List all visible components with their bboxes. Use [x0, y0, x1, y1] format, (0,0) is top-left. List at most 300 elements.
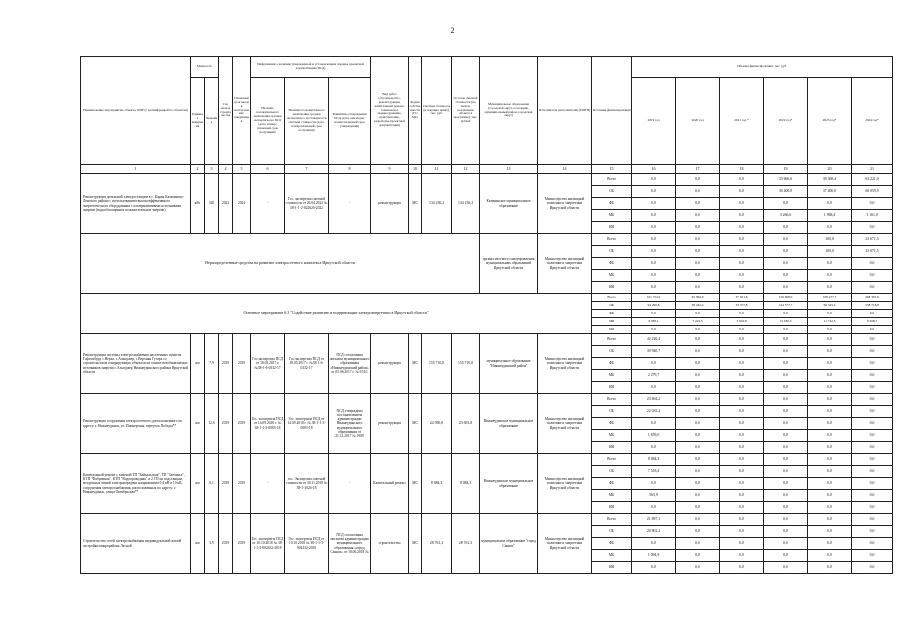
funding-value: 0,0 — [676, 222, 720, 234]
undistributed-executor: Министерство жилищной политики и энергетики Иркутской области — [538, 234, 592, 294]
project-capacity: 6,1 — [205, 454, 219, 514]
funding-value: 0,0 — [852, 562, 893, 574]
project-ownership: МС — [409, 174, 422, 234]
funding-value: 33 666,6 — [764, 174, 808, 186]
funding-value: 0,0 — [808, 418, 852, 430]
col-header-name: Наименование мероприятия, объекта, ПИР (с расшифровкой по объектам) — [81, 57, 191, 165]
project-plan-year: 2024 — [233, 174, 251, 234]
funding-source: ОБ — [592, 246, 632, 258]
funding-value: 0,0 — [720, 418, 764, 430]
col-header-capacity: Мощность — [191, 57, 219, 78]
funding-row — [81, 514, 893, 526]
funding-value: 100,0 — [808, 234, 852, 246]
funding-value: 0,0 — [676, 370, 720, 382]
project-reliability: Гос. экспертиза сметной стоимости от 26.04.2022 № 38-1-1-2-022620-2022 — [285, 174, 329, 234]
funding-value: 0,0 — [764, 514, 808, 526]
funding-value: 0,0 — [720, 382, 764, 394]
funding-value: 22 035,2 — [632, 406, 676, 418]
funding-row — [81, 394, 893, 406]
column-index-cell: 14 — [538, 165, 592, 174]
project-name: Строительство сетей электроснабжения индивидуальной жилой застройки микрорайона Лесной — [81, 514, 191, 574]
funding-source: ФБ — [592, 418, 632, 430]
funding-value: 0,0 — [764, 370, 808, 382]
project-capacity: 3,9 — [205, 514, 219, 574]
funding-source: ОБ — [592, 346, 632, 358]
funding-value: 0,0 — [852, 358, 893, 370]
funding-row — [81, 174, 893, 186]
funding-value: 0,0 — [852, 346, 893, 358]
funding-value: 0,0 — [764, 406, 808, 418]
col-header-approval: Реквизиты утверждения ПСД (дата, кем издан, номер/плановый срок утверждения) — [329, 78, 371, 165]
funding-source: МБ — [592, 430, 632, 442]
funding-value: 0,0 — [676, 234, 720, 246]
column-index-cell: 18 — [720, 165, 764, 174]
funding-value: 0,0 — [676, 394, 720, 406]
funding-source: Всего — [592, 454, 632, 466]
funding-value: 0,0 — [764, 562, 808, 574]
funding-value: 0,0 — [808, 282, 852, 294]
funding-value: 0,0 — [676, 418, 720, 430]
funding-value: 0,0 — [808, 430, 852, 442]
project-start-year: 2019 — [219, 334, 233, 394]
project-executor: Министерство жилищной политики и энергетики Иркутской области — [538, 334, 592, 394]
funding-source: ОБ — [592, 186, 632, 198]
funding-value: 0,0 — [676, 454, 720, 466]
project-municipality: Нижнеудинское муниципальное образование — [480, 454, 538, 514]
project-start-year: 2022 — [219, 174, 233, 234]
funding-value: 0,0 — [676, 186, 720, 198]
funding-value: 268 367,6 — [852, 294, 893, 302]
funding-value: 0,0 — [852, 454, 893, 466]
funding-value: 0,0 — [720, 370, 764, 382]
funding-value: 0,0 — [720, 234, 764, 246]
project-capacity: 7,9 — [205, 334, 219, 394]
funding-value: 0,0 — [852, 270, 893, 282]
funding-value: 0,0 — [720, 454, 764, 466]
funding-value: 2 279,7 — [632, 370, 676, 382]
funding-value: 0,0 — [764, 282, 808, 294]
funding-value: 0,0 — [808, 270, 852, 282]
project-remainder: 8 084,3 — [452, 454, 480, 514]
funding-value: 0,0 — [808, 310, 852, 318]
funding-source: ИИ — [592, 442, 632, 454]
main-event-title: Основное мероприятие 6.3 "Содействие развитию и модернизации электроэнергетики в Иркутской области" — [81, 294, 592, 334]
funding-value: 159 608,0 — [764, 294, 808, 302]
project-start-year: 2019 — [219, 394, 233, 454]
funding-value: 0,0 — [676, 210, 720, 222]
col-header-year: 2019 год — [632, 78, 676, 165]
funding-value: 0,0 — [764, 382, 808, 394]
project-executor: Министерство жилищной политики и энергетики Иркутской области — [538, 394, 592, 454]
funding-value: 0,0 — [808, 502, 852, 514]
funding-value: 0,0 — [852, 526, 893, 538]
funding-value: 0,0 — [632, 442, 676, 454]
project-plan-year: 2019 — [233, 514, 251, 574]
funding-value: 0,0 — [720, 526, 764, 538]
project-start-year: 2018 — [219, 454, 233, 514]
funding-value: 0,0 — [720, 246, 764, 258]
funding-value: 0,0 — [764, 198, 808, 210]
program-table-sheet — [80, 56, 892, 574]
funding-value: 9 568,7 — [852, 318, 893, 326]
funding-value: 0,0 — [720, 326, 764, 334]
col-header-executor: Исполнитель (исполнители) (ИОГВ) — [538, 57, 592, 165]
project-reliability: Гос. экспертиза ПСД от 10.10.2018 № 38-1-1-3-002432-2018 — [285, 514, 329, 574]
funding-value: 0,0 — [852, 282, 893, 294]
column-index-cell: 3 — [205, 165, 219, 174]
funding-value: 0,0 — [764, 358, 808, 370]
funding-value: 0,0 — [720, 502, 764, 514]
funding-row — [81, 234, 893, 246]
project-plan-year: 2019 — [233, 454, 251, 514]
funding-value: 0,0 — [632, 382, 676, 394]
col-header-municipality: Муниципальное образование (городской округ, поселение, муниципальный район, городской округ) — [480, 57, 538, 165]
funding-value: 0,0 — [808, 382, 852, 394]
column-index-row — [81, 165, 893, 174]
funding-value: 0,0 — [632, 326, 676, 334]
funding-value: 0,0 — [764, 326, 808, 334]
funding-value: 58 242,4 — [676, 302, 720, 310]
funding-value: 21 897,1 — [632, 514, 676, 526]
column-index-cell: 13 — [480, 165, 538, 174]
funding-value: 0,0 — [676, 478, 720, 490]
project-work-type: строительство — [371, 514, 409, 574]
funding-value: 0,0 — [764, 334, 808, 346]
funding-value: 0,0 — [852, 198, 893, 210]
funding-value: 0,0 — [808, 198, 852, 210]
funding-source: МБ — [592, 270, 632, 282]
project-work-type: реконструкция — [371, 394, 409, 454]
funding-value: 0,0 — [808, 562, 852, 574]
funding-value: 0,0 — [764, 550, 808, 562]
column-index-cell: 4 — [219, 165, 233, 174]
funding-value: 37 021,6 — [720, 294, 764, 302]
funding-value: 0,0 — [720, 186, 764, 198]
project-reliability: Гос.экспертиза ПСД от 18.05.2017 г. №38-1-6-0332-17 — [285, 334, 329, 394]
funding-row — [81, 334, 893, 346]
funding-value: 37 400,0 — [808, 186, 852, 198]
funding-value: 0,0 — [720, 258, 764, 270]
funding-value: 108 277,7 — [808, 294, 852, 302]
project-expertise: - — [251, 174, 285, 234]
project-expertise: - — [251, 454, 285, 514]
funding-source: МБ — [592, 370, 632, 382]
funding-value: 23 671,5 — [852, 246, 893, 258]
funding-value: 7 518,4 — [632, 466, 676, 478]
project-name: Капитальный ремонт с заменой ТП "Байкальская", ТП "Заоченье", КТП "Фабричная", КТП "Водопроводная" и 2 ТП на подстанции, воздушных линий электропередачи напряжением 0,4 кВ и 10 кВ, сооружения электроснабжения, расположенных по адресу: г. Нижнеудинск, улица Октябрьская** — [81, 454, 191, 514]
funding-source: ИИ — [592, 562, 632, 574]
project-reliability: Гос. экспертиза ПСД от 14.09.2018 г. № 38-1-1-3-0083-18 — [285, 394, 329, 454]
funding-value: 0,0 — [764, 454, 808, 466]
funding-value: 23 694,2 — [632, 394, 676, 406]
funding-value: 0,0 — [852, 334, 893, 346]
project-start-year: 2019 — [219, 514, 233, 574]
funding-value: 0,0 — [808, 466, 852, 478]
funding-value: 15 030,3 — [764, 318, 808, 326]
project-ownership: МС — [409, 514, 422, 574]
project-plan-year: 2019 — [233, 334, 251, 394]
funding-value: 0,0 — [808, 526, 852, 538]
project-est-cost: 134 236,2 — [422, 174, 452, 234]
funding-value: 0,0 — [676, 334, 720, 346]
funding-value: 63 221,0 — [852, 174, 893, 186]
col-header-year: 2021 год * — [720, 78, 764, 165]
funding-source: ФБ — [592, 358, 632, 370]
funding-value: 96 545,2 — [808, 302, 852, 310]
project-executor: Министерство жилищной политики и энергетики Иркутской области — [538, 174, 592, 234]
project-est-cost: 8 084,3 — [422, 454, 452, 514]
project-municipality: Нижнеудинское муниципальное образование — [480, 394, 538, 454]
funding-source: Всего — [592, 294, 632, 302]
funding-value: 0,0 — [764, 234, 808, 246]
project-reliability: гос. Экспертиза сметной стоимости от 30.11.2018 № 38-1-1024-18 — [285, 454, 329, 514]
funding-value: 0,0 — [808, 258, 852, 270]
funding-value: 33 377,8 — [720, 302, 764, 310]
funding-value: 0,0 — [808, 442, 852, 454]
undistributed-municipality: органы местного самоуправления муниципальных образований Иркутской области — [480, 234, 538, 294]
column-index-cell: 11 — [422, 165, 452, 174]
funding-value: 0,0 — [632, 222, 676, 234]
funding-value: 0,0 — [764, 430, 808, 442]
funding-value: 0,0 — [852, 326, 893, 334]
funding-value: 0,0 — [852, 490, 893, 502]
funding-source: ФБ — [592, 538, 632, 550]
column-index-cell: 2 — [191, 165, 205, 174]
funding-value: 0,0 — [764, 502, 808, 514]
funding-value: 0,0 — [764, 418, 808, 430]
funding-value: 0,0 — [720, 198, 764, 210]
project-work-type: Капитальный ремонт — [371, 454, 409, 514]
funding-value: 0,0 — [852, 406, 893, 418]
funding-value: 0,0 — [808, 550, 852, 562]
funding-value: 0,0 — [676, 246, 720, 258]
funding-value: 0,0 — [764, 346, 808, 358]
funding-value: 0,0 — [676, 406, 720, 418]
funding-source: ОБ — [592, 302, 632, 310]
col-header-work-type: Вид работ (строительство, реконструкция, капитальный ремонт, техническое перевооружение, приобретение, разработка проектной документации) — [371, 57, 409, 165]
project-ownership: МС — [409, 334, 422, 394]
funding-value: 0,0 — [764, 526, 808, 538]
funding-value: 0,0 — [720, 310, 764, 318]
funding-value: 0,0 — [720, 222, 764, 234]
funding-source: МБ — [592, 550, 632, 562]
funding-value: 0,0 — [720, 282, 764, 294]
funding-value: 0,0 — [852, 538, 893, 550]
project-unit: кВт — [191, 174, 205, 234]
funding-value: 0,0 — [764, 222, 808, 234]
project-approval: - — [329, 454, 371, 514]
funding-value: 144 577,7 — [764, 302, 808, 310]
project-est-cost: 155 710,0 — [422, 334, 452, 394]
funding-value: 0,0 — [852, 466, 893, 478]
funding-value: 100,0 — [808, 246, 852, 258]
funding-value: 0,0 — [720, 334, 764, 346]
col-header-expertise: Наличие положительного заключения органов экспертизы на ПСД (дата, номер/плановый срок получения) — [251, 78, 285, 165]
funding-value: 39 368,4 — [808, 174, 852, 186]
funding-value: 1 659,0 — [632, 430, 676, 442]
project-unit: км — [191, 514, 205, 574]
funding-value: 0,0 — [852, 310, 893, 318]
col-header-plan-year: Плановый срок ввода в эксплуатацию/завершения — [233, 57, 251, 165]
funding-source: Всего — [592, 334, 632, 346]
funding-value: 0,0 — [764, 246, 808, 258]
funding-value: 0,0 — [852, 382, 893, 394]
funding-value: 0,0 — [808, 326, 852, 334]
project-est-cost: 24 590,0 — [422, 394, 452, 454]
funding-value: 0,0 — [808, 538, 852, 550]
funding-value: 0,0 — [808, 370, 852, 382]
funding-value: 0,0 — [632, 310, 676, 318]
funding-value: 3 643,8 — [720, 318, 764, 326]
project-municipality: муниципальное образование "город Саянск" — [480, 514, 538, 574]
project-ownership: МС — [409, 454, 422, 514]
col-header-year: 2024 год* — [852, 78, 893, 165]
funding-value: 0,0 — [808, 222, 852, 234]
project-remainder: 134 236,2 — [452, 174, 480, 234]
funding-value: 0,0 — [676, 430, 720, 442]
funding-value: 0,0 — [720, 478, 764, 490]
funding-row — [81, 454, 893, 466]
column-index-cell: 21 — [852, 165, 893, 174]
col-header-docs: Информация о наличии утвержденной и установленном порядке проектной документации (ПСД) — [251, 57, 371, 78]
project-capacity: 320 — [205, 174, 219, 234]
funding-value: 0,0 — [632, 198, 676, 210]
project-work-type: реконструкция — [371, 334, 409, 394]
funding-source: ФБ — [592, 478, 632, 490]
col-header-unit: Единица измерения — [191, 78, 205, 165]
funding-value: 0,0 — [852, 514, 893, 526]
project-executor: Министерство жилищной политики и энергетики Иркутской области — [538, 454, 592, 514]
project-remainder: 23 693,8 — [452, 394, 480, 454]
funding-source: ФБ — [592, 198, 632, 210]
funding-value: 0,0 — [632, 246, 676, 258]
funding-value: 0,0 — [808, 346, 852, 358]
project-name: Реконструкция системы электроснабжения населенных пунктов Гофтонбурд с.Нерха, с.Алыгджер, с.Верхняя Гутара со строительством генерирующих объектов на основе возобновляемых источников энергии с.Алыгджер Нижнеудинского района Иркутской области — [81, 334, 191, 394]
col-header-funding: Объемы финансирования, тыс. руб. — [632, 57, 893, 78]
funding-value: 0,0 — [676, 514, 720, 526]
funding-value: 0,0 — [764, 258, 808, 270]
funding-value: 0,0 — [764, 442, 808, 454]
project-expertise: Гос. экспертиза ПСД от 10.10.2018 № 38-1-1-3-002432-2018 — [251, 514, 285, 574]
funding-value: 0,0 — [632, 174, 676, 186]
funding-value: 0,0 — [676, 310, 720, 318]
funding-value: 0,0 — [632, 270, 676, 282]
program-table — [80, 56, 893, 574]
funding-value: 0,0 — [852, 394, 893, 406]
project-approval: ПСД утверждена постановлением администрации Нижнеудинского муниципального образования от 21.12.2017 № 1909 — [329, 394, 371, 454]
funding-value: 0,0 — [676, 538, 720, 550]
column-index-cell: 9 — [371, 165, 409, 174]
col-header-year: 2020 год — [676, 78, 720, 165]
funding-value: 1 094,9 — [632, 550, 676, 562]
col-header-year: 2022 год* — [764, 78, 808, 165]
funding-source: Всего — [592, 174, 632, 186]
funding-value: 0,0 — [632, 358, 676, 370]
funding-value: 0,0 — [852, 478, 893, 490]
project-unit: км — [191, 394, 205, 454]
col-header-start-year: Год начала строительства — [219, 57, 233, 165]
project-unit: км — [191, 334, 205, 394]
funding-value: 0,0 — [632, 186, 676, 198]
funding-value: 0,0 — [764, 490, 808, 502]
funding-value: 0,0 — [720, 174, 764, 186]
funding-value: 8 084,3 — [632, 454, 676, 466]
project-unit: км — [191, 454, 205, 514]
funding-value: 0,0 — [852, 550, 893, 562]
column-index-cell: 17 — [676, 165, 720, 174]
funding-value: 0,0 — [808, 334, 852, 346]
funding-value: 0,0 — [632, 282, 676, 294]
funding-value: 0,0 — [852, 222, 893, 234]
project-ownership: МС — [409, 394, 422, 454]
funding-source: МБ — [592, 210, 632, 222]
funding-source: МБ — [592, 490, 632, 502]
funding-value: 0,0 — [676, 258, 720, 270]
funding-value: 0,0 — [808, 514, 852, 526]
funding-source: ИИ — [592, 382, 632, 394]
funding-value: 6 083,1 — [632, 318, 676, 326]
funding-value: 0,0 — [720, 406, 764, 418]
project-est-cost: 28 761,3 — [422, 514, 452, 574]
funding-value: 0,0 — [852, 258, 893, 270]
project-approval: - — [329, 174, 371, 234]
funding-value: 0,0 — [720, 514, 764, 526]
funding-value: 565,9 — [632, 490, 676, 502]
project-plan-year: 2019 — [233, 394, 251, 454]
column-index-cell: 12 — [452, 165, 480, 174]
funding-source: ИИ — [592, 282, 632, 294]
funding-source: ОБ — [592, 466, 632, 478]
funding-value: 0,0 — [764, 270, 808, 282]
col-header-reliability: Наличие положительного заключения органов экспертизы о достоверности сметной стоимости (дата, номер/плановый срок получения) — [285, 78, 329, 165]
col-header-est-cost: Сметная стоимость (в текущих ценах), тыс. руб. — [422, 57, 452, 165]
col-header-year: 2023 год* — [808, 78, 852, 165]
funding-value: 94 290,8 — [632, 302, 676, 310]
undistributed-title: Нераспределенные средства на развитие электросетевого комплекса Иркутской области — [81, 234, 480, 294]
funding-value: 0,0 — [676, 526, 720, 538]
column-index-cell: 7 — [285, 165, 329, 174]
funding-value: 0,0 — [676, 562, 720, 574]
project-name: Реконструкция сооружения электросетевого, расположенного по адресу: г. Нижнеудинск, ул. Пионерская, переулок Победы** — [81, 394, 191, 454]
page-number: 2 — [450, 26, 455, 35]
column-index-cell: 8 — [329, 165, 371, 174]
funding-value: 0,0 — [764, 466, 808, 478]
funding-value: 0,0 — [632, 258, 676, 270]
funding-value: 23 671,5 — [852, 234, 893, 246]
funding-source: ИИ — [592, 502, 632, 514]
funding-value: 0,0 — [764, 310, 808, 318]
funding-value: 0,0 — [808, 454, 852, 466]
funding-value: 0,0 — [720, 358, 764, 370]
funding-value: 0,0 — [720, 270, 764, 282]
funding-value: 0,0 — [852, 370, 893, 382]
funding-value: 20 802,2 — [632, 526, 676, 538]
funding-value: 0,0 — [632, 562, 676, 574]
project-expertise: Гос.экспертиза ПСД от 18.05.2017 г. №38-1-6-0332-17 — [251, 334, 285, 394]
funding-row — [81, 294, 893, 302]
funding-source: Всего — [592, 394, 632, 406]
funding-value: 0,0 — [852, 502, 893, 514]
funding-value: 0,0 — [720, 394, 764, 406]
project-executor: Министерство жилищной политики и энергетики Иркутской области — [538, 514, 592, 574]
funding-value: 0,0 — [720, 538, 764, 550]
funding-value: 0,0 — [720, 550, 764, 562]
funding-value: 0,0 — [676, 270, 720, 282]
funding-source: ИИ — [592, 326, 632, 334]
funding-value: 0,0 — [676, 382, 720, 394]
column-index-cell: 16 — [632, 165, 676, 174]
funding-value: 0,0 — [676, 490, 720, 502]
